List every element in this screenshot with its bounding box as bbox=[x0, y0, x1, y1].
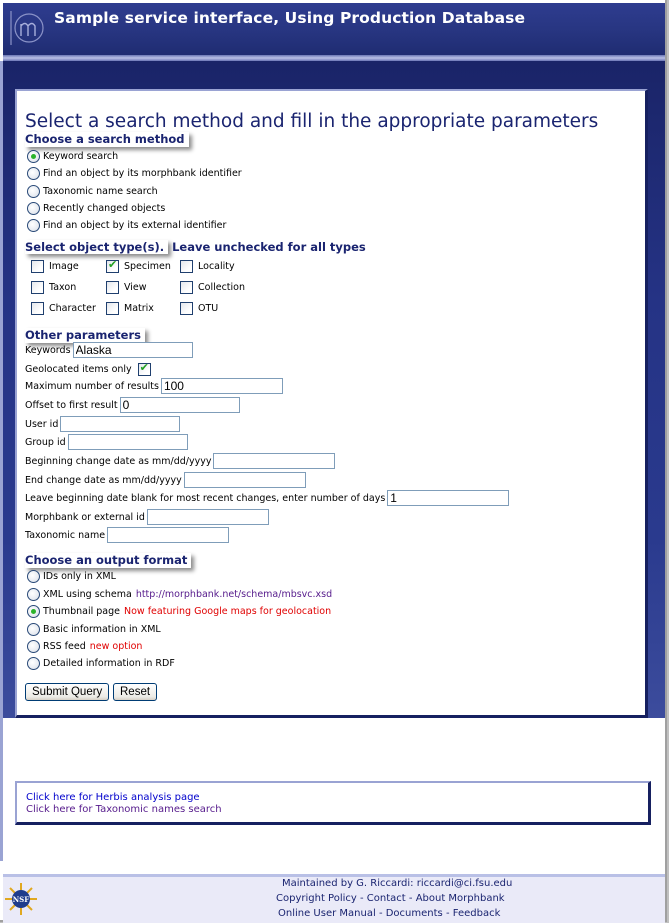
separator: - bbox=[378, 908, 383, 919]
external-id-input[interactable] bbox=[147, 509, 269, 525]
option-label: RSS feed bbox=[43, 641, 86, 652]
option-label: IDs only in XML bbox=[43, 571, 116, 582]
option-label: XML using schema bbox=[43, 589, 132, 600]
reset-button[interactable]: Reset bbox=[113, 683, 157, 701]
radio-button[interactable] bbox=[27, 588, 40, 601]
radio-button[interactable] bbox=[27, 150, 40, 163]
option-label: Thumbnail page bbox=[43, 606, 120, 617]
about-morphbank-link[interactable]: About Morphbank bbox=[415, 893, 505, 904]
end-date-input[interactable] bbox=[184, 472, 306, 488]
begin-date-label: Beginning change date as mm/dd/yyyy bbox=[25, 455, 212, 467]
group-id-label: Group id bbox=[25, 436, 66, 448]
object-types-title-hint: Leave unchecked for all types bbox=[172, 240, 366, 254]
search-method-keyword[interactable] bbox=[27, 150, 118, 163]
checkbox-label: Locality bbox=[198, 261, 235, 272]
rss-note: new option bbox=[89, 641, 143, 652]
search-method-morphbank-id[interactable] bbox=[27, 167, 242, 180]
radio-button[interactable] bbox=[27, 219, 40, 232]
taxonomic-names-link[interactable]: Click here for Taxonomic names search bbox=[26, 804, 222, 815]
type-view[interactable] bbox=[106, 281, 147, 294]
offset-input[interactable] bbox=[120, 397, 240, 413]
nsf-logo-text: NSF bbox=[12, 895, 30, 904]
geolocated-checkbox[interactable] bbox=[138, 363, 151, 376]
radio-button[interactable] bbox=[27, 167, 40, 180]
output-basic-xml[interactable] bbox=[27, 623, 161, 636]
user-id-input[interactable] bbox=[60, 416, 180, 432]
keywords-label: Keywords bbox=[25, 344, 71, 356]
num-days-row bbox=[25, 490, 509, 506]
group-id-row bbox=[25, 434, 188, 450]
user-id-row bbox=[25, 416, 180, 432]
contact-link[interactable]: Contact bbox=[366, 893, 406, 904]
online-user-manual-link[interactable]: Online User Manual bbox=[278, 908, 376, 919]
begin-date-row bbox=[25, 453, 335, 469]
option-label: Find an object by its morphbank identifier bbox=[43, 168, 242, 179]
type-character[interactable] bbox=[31, 302, 96, 315]
checkbox[interactable] bbox=[180, 302, 193, 315]
separator: - bbox=[360, 893, 364, 904]
offset-row bbox=[25, 397, 240, 413]
search-method-title: Choose a search method bbox=[25, 132, 189, 147]
type-image[interactable] bbox=[31, 260, 79, 273]
type-matrix[interactable] bbox=[106, 302, 154, 315]
radio-button[interactable] bbox=[27, 605, 40, 618]
keywords-input[interactable] bbox=[73, 342, 193, 358]
output-ids-xml[interactable] bbox=[27, 570, 116, 583]
checkbox-label: Taxon bbox=[49, 282, 77, 293]
page-title: Sample service interface, Using Production Database bbox=[54, 9, 526, 27]
type-locality[interactable] bbox=[180, 260, 235, 273]
footer-links-row-1 bbox=[3, 893, 665, 904]
checkbox-label: Character bbox=[49, 303, 96, 314]
radio-button[interactable] bbox=[27, 623, 40, 636]
search-method-external-id[interactable] bbox=[27, 219, 226, 232]
page-footer bbox=[3, 874, 665, 923]
keywords-row bbox=[25, 342, 193, 358]
radio-button[interactable] bbox=[27, 657, 40, 670]
max-results-label: Maximum number of results bbox=[25, 380, 159, 392]
morphbank-logo-icon bbox=[9, 8, 45, 48]
radio-button[interactable] bbox=[27, 185, 40, 198]
checkbox[interactable] bbox=[180, 281, 193, 294]
type-otu[interactable] bbox=[180, 302, 218, 315]
group-id-input[interactable] bbox=[68, 434, 188, 450]
output-rss[interactable] bbox=[27, 640, 142, 653]
type-specimen[interactable] bbox=[106, 260, 171, 273]
begin-date-input[interactable] bbox=[213, 453, 335, 469]
output-thumbnail[interactable] bbox=[27, 605, 331, 618]
checkbox[interactable] bbox=[106, 302, 119, 315]
checkbox-label: Collection bbox=[198, 282, 245, 293]
checkbox-label: Image bbox=[49, 261, 79, 272]
option-label: Detailed information in RDF bbox=[43, 658, 175, 669]
search-method-taxonomic[interactable] bbox=[27, 185, 158, 198]
checkbox-label: Specimen bbox=[124, 261, 171, 272]
option-label: Recently changed objects bbox=[43, 203, 166, 214]
checkbox[interactable] bbox=[180, 260, 193, 273]
checkbox-label: View bbox=[124, 282, 147, 293]
output-xml-schema[interactable] bbox=[27, 588, 332, 601]
search-form-panel bbox=[15, 89, 648, 718]
end-date-row bbox=[25, 472, 306, 488]
form-heading: Select a search method and fill in the appropriate parameters bbox=[25, 111, 599, 132]
checkbox[interactable] bbox=[106, 260, 119, 273]
radio-button[interactable] bbox=[27, 570, 40, 583]
taxonomic-name-input[interactable] bbox=[107, 527, 229, 543]
links-panel bbox=[15, 781, 651, 825]
option-label: Basic information in XML bbox=[43, 624, 161, 635]
feedback-link[interactable]: Feedback bbox=[452, 908, 501, 919]
object-types-title bbox=[25, 240, 366, 254]
option-label: Find an object by its external identifier bbox=[43, 220, 227, 231]
option-label: Keyword search bbox=[43, 151, 119, 162]
output-format-title: Choose an output format bbox=[25, 553, 191, 568]
taxonomic-name-label: Taxonomic name bbox=[25, 529, 106, 541]
checkbox-label: OTU bbox=[198, 303, 219, 314]
checkbox[interactable] bbox=[31, 260, 44, 273]
copyright-policy-link[interactable]: Copyright Policy bbox=[276, 893, 357, 904]
separator: - bbox=[408, 893, 413, 904]
herbis-analysis-link[interactable]: Click here for Herbis analysis page bbox=[26, 792, 200, 803]
page-header bbox=[3, 3, 665, 55]
other-parameters-title: Other parameters bbox=[25, 328, 145, 343]
checkbox-label: Matrix bbox=[124, 303, 154, 314]
max-results-input[interactable] bbox=[161, 378, 283, 394]
taxonomic-name-row bbox=[25, 527, 229, 543]
search-method-recent[interactable] bbox=[27, 202, 165, 215]
output-rdf[interactable] bbox=[27, 657, 175, 670]
type-collection[interactable] bbox=[180, 281, 245, 294]
option-label: Taxonomic name search bbox=[43, 186, 158, 197]
footer-links-row-2 bbox=[3, 908, 665, 919]
end-date-label: End change date as mm/dd/yyyy bbox=[25, 474, 182, 486]
max-results-row bbox=[25, 378, 283, 394]
radio-button[interactable] bbox=[27, 640, 40, 653]
num-days-label: Leave beginning date blank for most recent changes, enter number of days bbox=[25, 492, 386, 504]
offset-label: Offset to first result bbox=[25, 399, 118, 411]
maintained-line: Maintained by G. Riccardi: riccardi@ci.fsu.edu bbox=[282, 878, 513, 889]
num-days-input[interactable] bbox=[387, 490, 509, 506]
user-id-label: User id bbox=[25, 418, 59, 430]
geolocated-row bbox=[25, 363, 151, 376]
schema-url: http://morphbank.net/schema/mbsvc.xsd bbox=[135, 589, 333, 600]
thumbnail-note: Now featuring Google maps for geolocation bbox=[124, 606, 332, 617]
geolocated-label: Geolocated items only bbox=[25, 364, 132, 375]
separator: - bbox=[445, 908, 450, 919]
submit-query-button[interactable]: Submit Query bbox=[25, 683, 109, 701]
checkbox[interactable] bbox=[31, 281, 44, 294]
type-taxon[interactable] bbox=[31, 281, 76, 294]
external-id-label: Morphbank or external id bbox=[25, 511, 145, 523]
checkbox[interactable] bbox=[31, 302, 44, 315]
radio-button[interactable] bbox=[27, 202, 40, 215]
object-types-title-main: Select object type(s). bbox=[25, 240, 168, 254]
external-id-row bbox=[25, 509, 269, 525]
checkbox[interactable] bbox=[106, 281, 119, 294]
documents-link[interactable]: Documents bbox=[385, 908, 443, 919]
